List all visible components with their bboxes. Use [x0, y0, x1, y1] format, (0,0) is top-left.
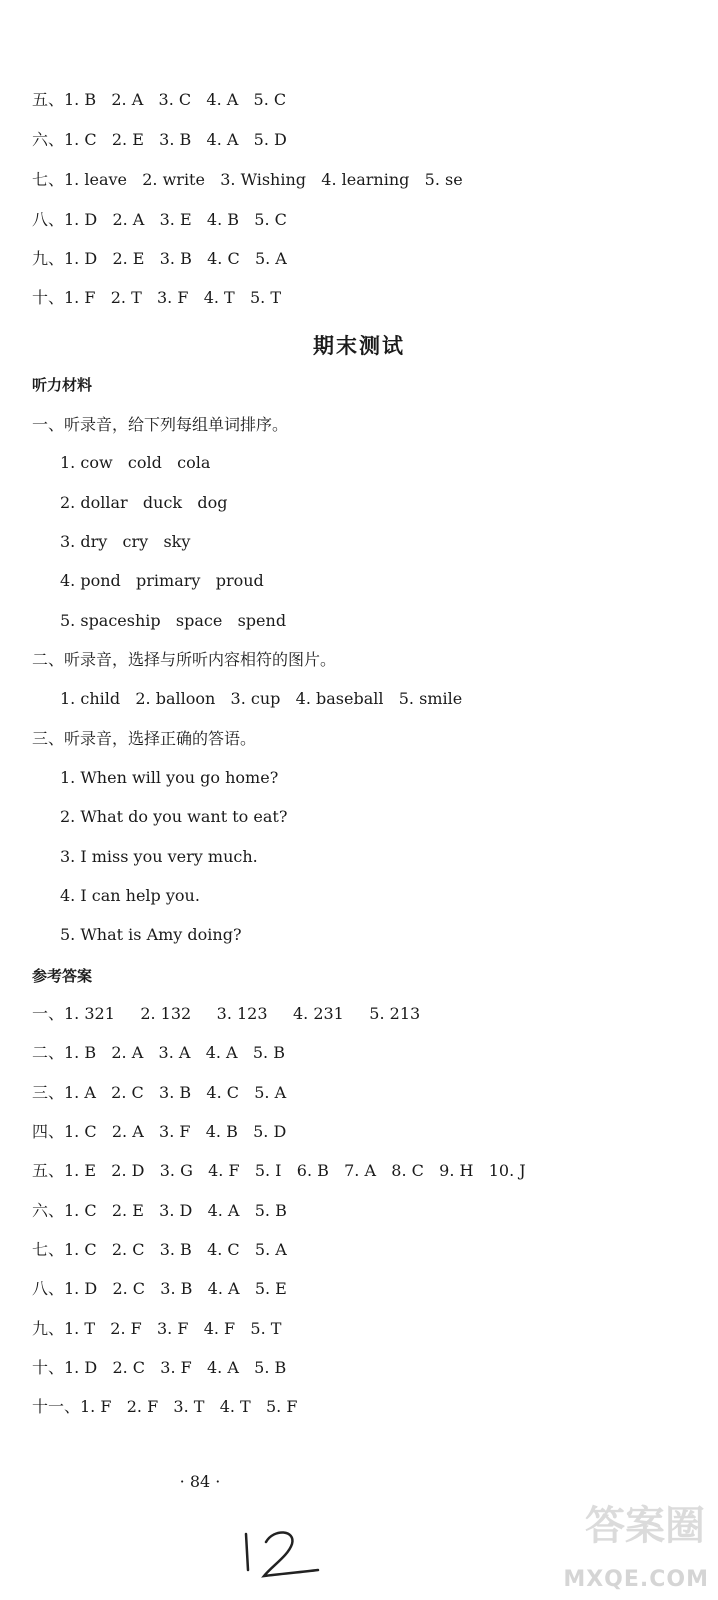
page-number: · 84 ·	[179, 1472, 221, 1491]
listening-item: 1. cow cold cola	[60, 453, 211, 472]
listening-item: 1. When will you go home?	[60, 768, 279, 787]
top-answer-row: 七、1. leave 2. write 3. Wishing 4. learning 5. se	[32, 170, 463, 189]
top-answer-row: 五、1. B 2. A 3. C 4. A 5. C	[32, 90, 287, 109]
answer-row: 一、1. 321 2. 132 3. 123 4. 231 5. 213	[32, 1004, 421, 1023]
answer-row: 五、1. E 2. D 3. G 4. F 5. I 6. B 7. A 8. C 9. H 10. J	[32, 1161, 526, 1180]
listening-section-label: 二、听录音，选择与所听内容相符的图片。	[32, 650, 337, 669]
answer-row: 四、1. C 2. A 3. F 4. B 5. D	[32, 1122, 287, 1141]
listening-item: 5. spaceship space spend	[60, 611, 287, 630]
answer-row: 三、1. A 2. C 3. B 4. C 5. A	[32, 1083, 287, 1102]
listening-item: 4. I can help you.	[60, 886, 200, 905]
listening-item: 3. I miss you very much.	[60, 847, 258, 866]
listening-section-label: 三、听录音，选择正确的答语。	[32, 729, 257, 748]
listening-item: 5. What is Amy doing?	[60, 925, 242, 944]
top-answer-row: 六、1. C 2. E 3. B 4. A 5. D	[32, 130, 287, 149]
answer-row: 八、1. D 2. C 3. B 4. A 5. E	[32, 1279, 287, 1298]
listening-heading: 听力材料	[32, 376, 93, 394]
watermark-text: MXQE.COM	[563, 1567, 709, 1592]
answer-row: 九、1. T 2. F 3. F 4. F 5. T	[32, 1319, 282, 1338]
handwritten-note	[236, 1522, 326, 1582]
answer-row: 六、1. C 2. E 3. D 4. A 5. B	[32, 1201, 287, 1220]
top-answer-row: 九、1. D 2. E 3. B 4. C 5. A	[32, 249, 287, 268]
answers-heading: 参考答案	[32, 967, 93, 985]
listening-item: 1. child 2. balloon 3. cup 4. baseball 5. smile	[60, 689, 463, 708]
listening-item: 3. dry cry sky	[60, 532, 191, 551]
answer-row: 七、1. C 2. C 3. B 4. C 5. A	[32, 1240, 287, 1259]
answer-row: 十一、1. F 2. F 3. T 4. T 5. F	[32, 1397, 298, 1416]
listening-item: 4. pond primary proud	[60, 571, 264, 590]
answer-row: 十、1. D 2. C 3. F 4. A 5. B	[32, 1358, 287, 1377]
listening-section-label: 一、听录音，给下列每组单词排序。	[32, 415, 289, 434]
watermark-logo: 答案圈	[585, 1503, 705, 1549]
top-answer-row: 十、1. F 2. T 3. F 4. T 5. T	[32, 288, 282, 307]
listening-item: 2. dollar duck dog	[60, 493, 228, 512]
page-title: 期末测试	[313, 334, 405, 358]
listening-item: 2. What do you want to eat?	[60, 807, 288, 826]
answer-row: 二、1. B 2. A 3. A 4. A 5. B	[32, 1043, 285, 1062]
watermark	[540, 1490, 715, 1598]
top-answer-row: 八、1. D 2. A 3. E 4. B 5. C	[32, 210, 287, 229]
